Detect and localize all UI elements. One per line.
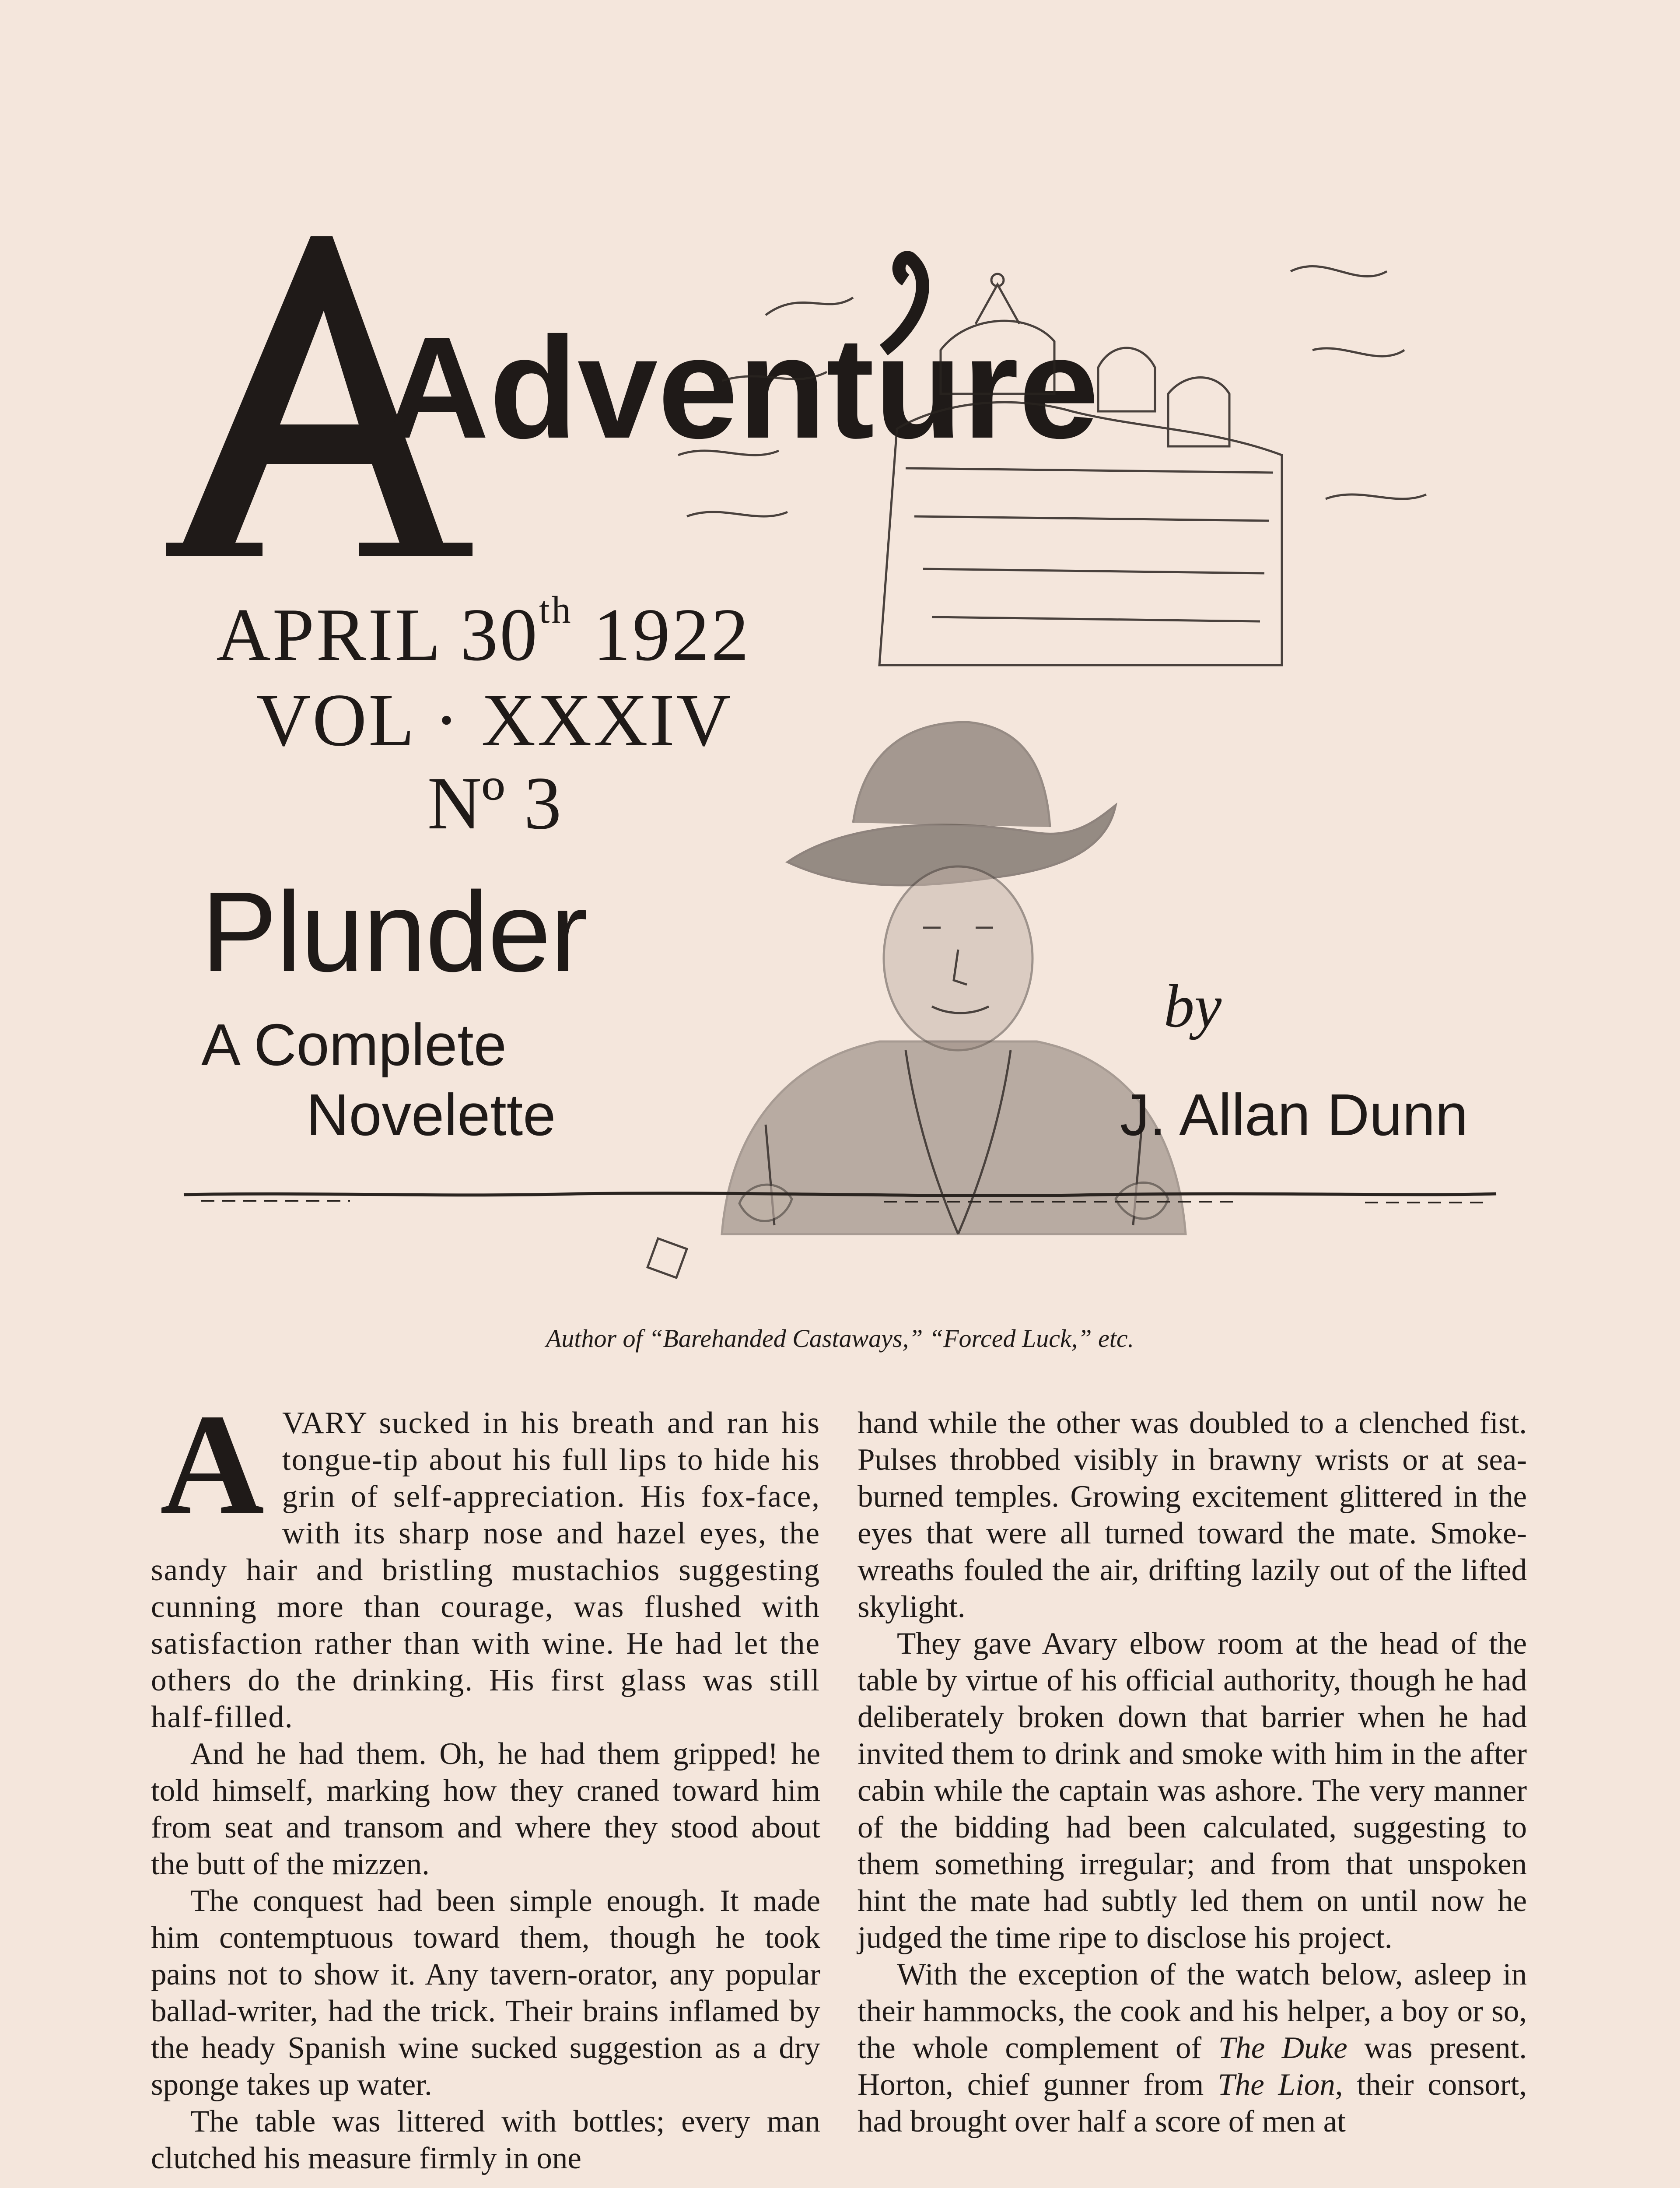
paragraph-text: VARY sucked in his breath and ran his tongue-tip about his full lips to hide his grin of self-appreciation. His fox-face, with its sharp nose and hazel eyes, the sandy hair and bristling mustachios suggesting cunning more than courage, was flushed with satisfaction rather than with wine. He had let the others do the drinking. His first glass was still half-filled.: [151, 1406, 820, 1734]
paragraph-text: , their consort, had brought over half a score of men at: [858, 2068, 1527, 2139]
author-credits: Author of “Barehanded Castaways,” “Forced Luck,” etc.: [546, 1324, 1134, 1353]
ship-name-lion: The Lion: [1218, 2068, 1335, 2102]
issue-number: Nº 3: [427, 762, 562, 845]
story-author: J. Allan Dunn: [1120, 1082, 1468, 1148]
paragraph: [151, 1385, 820, 1736]
paragraph: [858, 1956, 1527, 2140]
table-edge-rule: [184, 1182, 1496, 1208]
ship-name-duke: The Duke: [1218, 2031, 1348, 2065]
logo-text: Adventure: [385, 307, 1099, 468]
story-subtitle-line2: Novelette: [306, 1082, 556, 1148]
issue-volume: VOL · XXXIV: [256, 679, 733, 762]
paragraph: They gave Avary elbow room at the head of the table by virtue of his official authority, though he had deliberately broken down that barrier when he had invited them to drink and smoke with him in the after cabin while the captain was ashore. The very manner of the bidding had been calculated, suggesting to them something irregular; and from that unspoken hint the mate had subtly led them on until now he judged the time ripe to disclose his project.: [858, 1627, 1527, 1955]
story-subtitle-line1: A Complete: [201, 1012, 507, 1078]
paragraph-text: With the exception of the watch below, asleep in their hammocks, the cook and his helper, a boy or so, the whole complement of: [858, 1957, 1527, 2065]
byline-by: by: [1164, 972, 1222, 1040]
body-column-left: [151, 1385, 820, 2177]
paragraph: The conquest had been simple enough. It made him contemptuous toward them, though he took pains not to show it. Any tavern-orator, any popular ballad-writer, had the trick. Their brains inflamed by the heady Spanish wine sucked suggestion as a dry sponge takes up water.: [151, 1884, 820, 2102]
issue-date-suffix: th: [539, 589, 573, 631]
issue-date-prefix: APRIL 30: [216, 593, 539, 677]
story-title: Plunder: [201, 869, 588, 996]
paragraph: hand while the other was doubled to a clenched fist. Pulses throbbed visibly in brawny wrists or at sea-burned temples. Growing excitement glittered in the eyes that were all turned toward the mate. Smoke-wreaths fouled the air, drifting lazily out of the lifted skylight.: [858, 1406, 1527, 1624]
paragraph: The table was littered with bottles; every man clutched his measure firmly in one: [151, 2104, 820, 2175]
paragraph-text: was present. Horton, chief gunner from: [858, 2031, 1527, 2102]
body-column-right: [858, 1405, 1527, 2140]
paragraph: And he had them. Oh, he had them gripped! he told himself, marking how they craned toward him from seat and transom and where they stood about the butt of the mizzen.: [151, 1737, 820, 1881]
drop-cap: A: [160, 1385, 265, 1544]
issue-year: 1922: [593, 593, 751, 677]
